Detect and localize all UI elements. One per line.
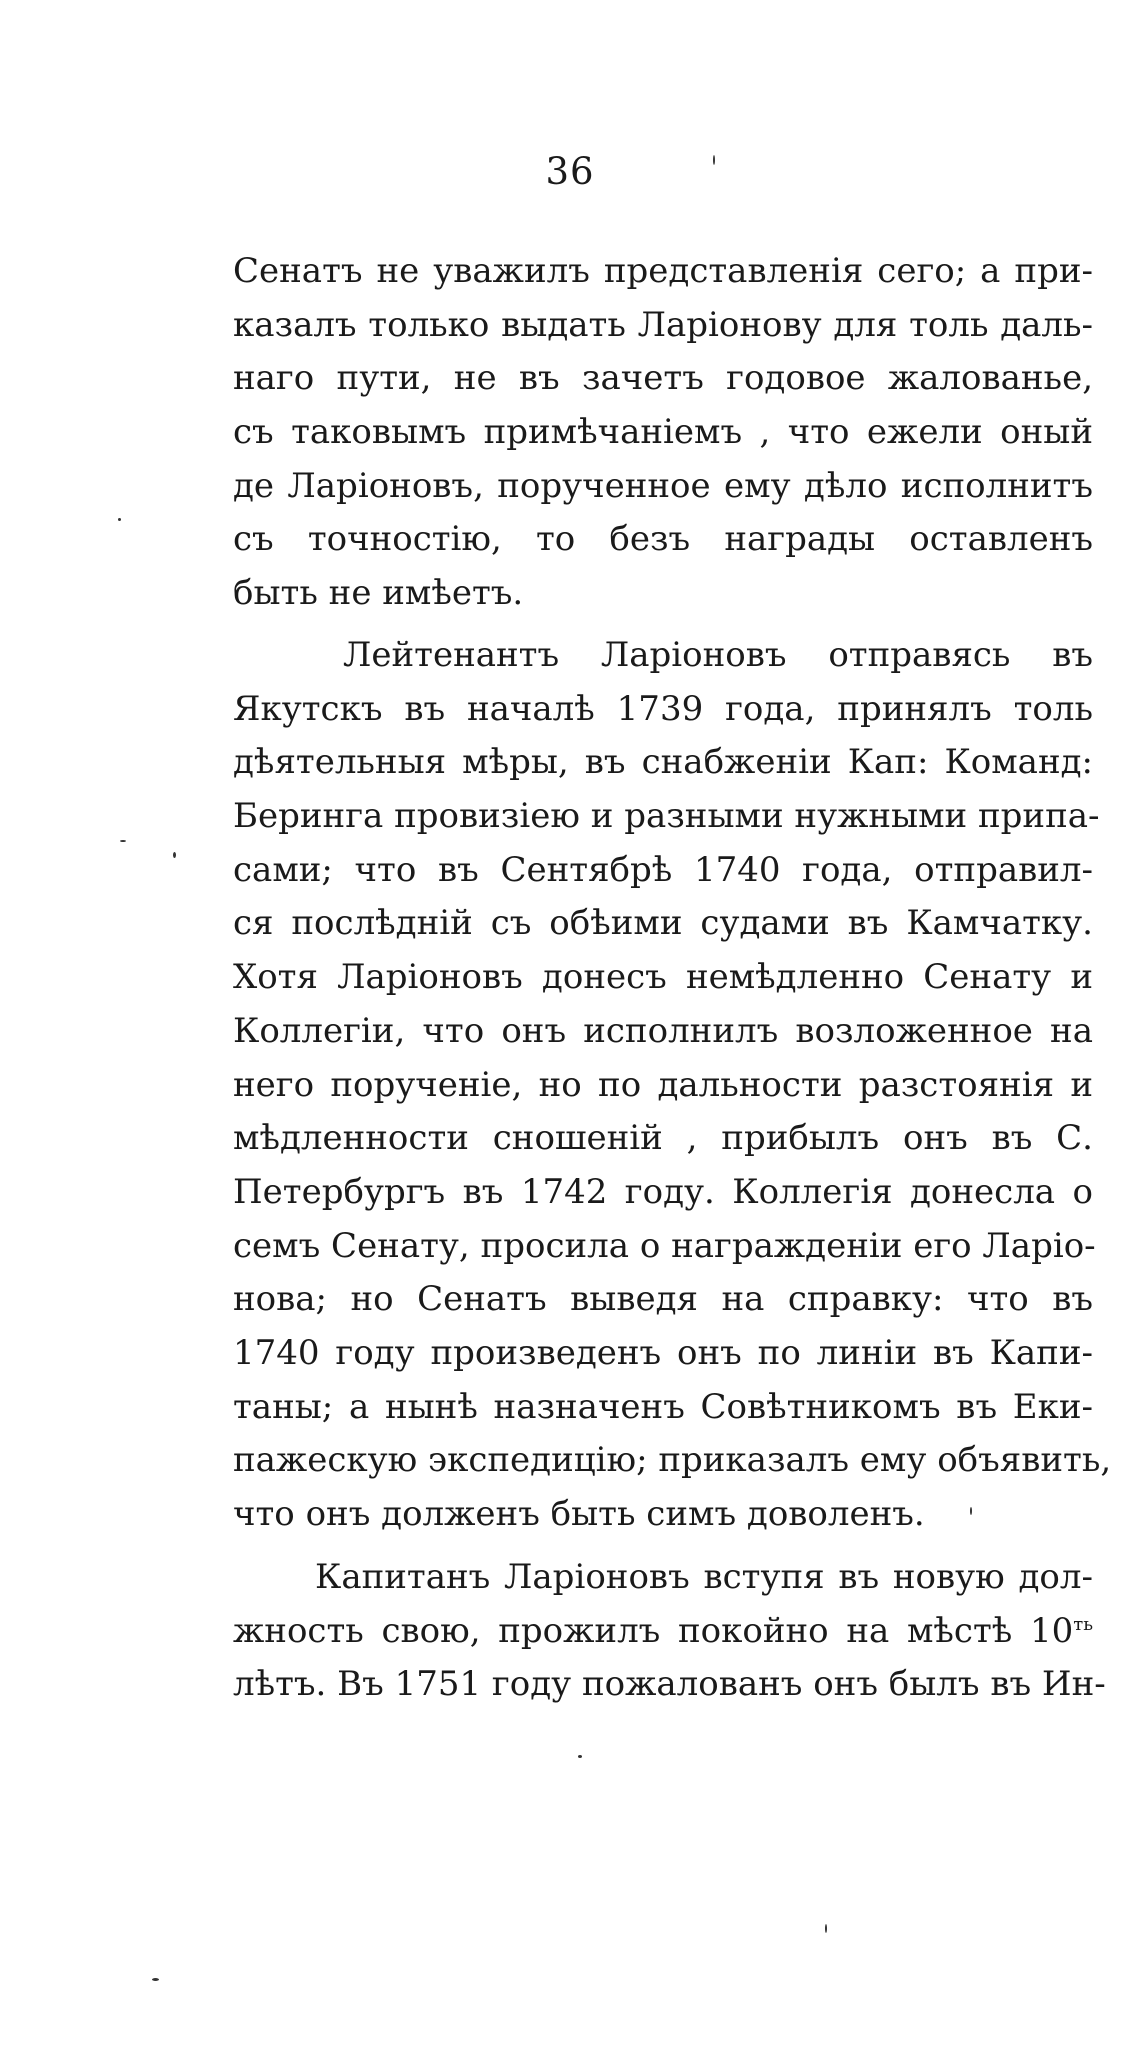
text-line: Петербургъ въ 1742 году. Коллегія донесла о (233, 1171, 1093, 1212)
text-line: пажескую экспедицію; приказалъ ему объявить, (233, 1440, 1112, 1481)
page-number: 36 (545, 150, 595, 193)
text-line: сами; что въ Сентябрѣ 1740 года, отправил- (233, 849, 1093, 890)
paragraph-3 (233, 1551, 1106, 1712)
text-line: Капитанъ Ларіоновъ вступя въ новую дол- (315, 1557, 1093, 1597)
text-line: быть не имѣетъ. (233, 573, 524, 614)
print-speck (118, 518, 121, 521)
text-line-with-superscript (233, 1605, 1093, 1659)
text-line: наго пути, не въ зачетъ годовое жалованье, (233, 358, 1093, 399)
paragraph-2 (233, 629, 1112, 1542)
text-line: лѣтъ. Въ 1751 году пожалованъ онъ былъ въ Ин- (233, 1664, 1106, 1705)
text-line: что онъ долженъ быть симъ доволенъ. (233, 1494, 925, 1534)
print-speck (120, 840, 126, 842)
text-fragment: жность свою, прожилъ покойно на мѣстѣ 10 (233, 1610, 1074, 1651)
text-line: Якутскъ въ началѣ 1739 года, принялъ толь (233, 688, 1093, 729)
text-line: него порученіе, но по дальности разстоянія и (233, 1064, 1093, 1105)
paragraph-1 (233, 245, 1093, 621)
text-line: таны; а нынѣ назначенъ Совѣтникомъ въ Еки- (233, 1386, 1093, 1427)
text-line: съ таковымъ примѣчаніемъ , что ежели оный (233, 412, 1093, 453)
superscript-abbreviation: ть (1073, 1613, 1093, 1635)
print-speck (713, 155, 715, 165)
text-line: Хотя Ларіоновъ донесъ немѣдленно Сенату и (233, 957, 1093, 998)
text-line: мѣдленности сношеній , прибылъ онъ въ С. (233, 1118, 1093, 1159)
text-line: де Ларіоновъ, порученное ему дѣло исполнитъ (233, 465, 1093, 506)
text-line: ся послѣдній съ обѣими судами въ Камчатку. (233, 903, 1093, 944)
text-line: 1740 году произведенъ онъ по линіи въ Капи- (233, 1332, 1093, 1373)
print-speck (970, 1507, 972, 1515)
print-speck (152, 1978, 159, 1981)
text-line: съ точностію, то безъ награды оставленъ (233, 519, 1093, 560)
text-line: казалъ только выдать Ларіонову для толь даль- (233, 304, 1093, 345)
print-speck (825, 1924, 827, 1933)
print-speck (578, 1755, 582, 1758)
text-line: нова; но Сенатъ выведя на справку: что въ (233, 1279, 1093, 1320)
text-line: дѣятельныя мѣры, въ снабженіи Кап: Команд: (233, 742, 1093, 783)
text-line: семъ Сенату, просила о награжденіи его Ларіо- (233, 1225, 1096, 1266)
print-speck (173, 852, 176, 858)
text-line: Беринга провизіею и разными нужными припа- (233, 796, 1100, 837)
text-line: Сенатъ не уважилъ представленія сего; а при- (233, 251, 1093, 291)
text-line: Коллегіи, что онъ исполнилъ возложенное на (233, 1010, 1093, 1051)
text-line: Лейтенантъ Ларіоновъ отправясь въ (343, 635, 1093, 675)
